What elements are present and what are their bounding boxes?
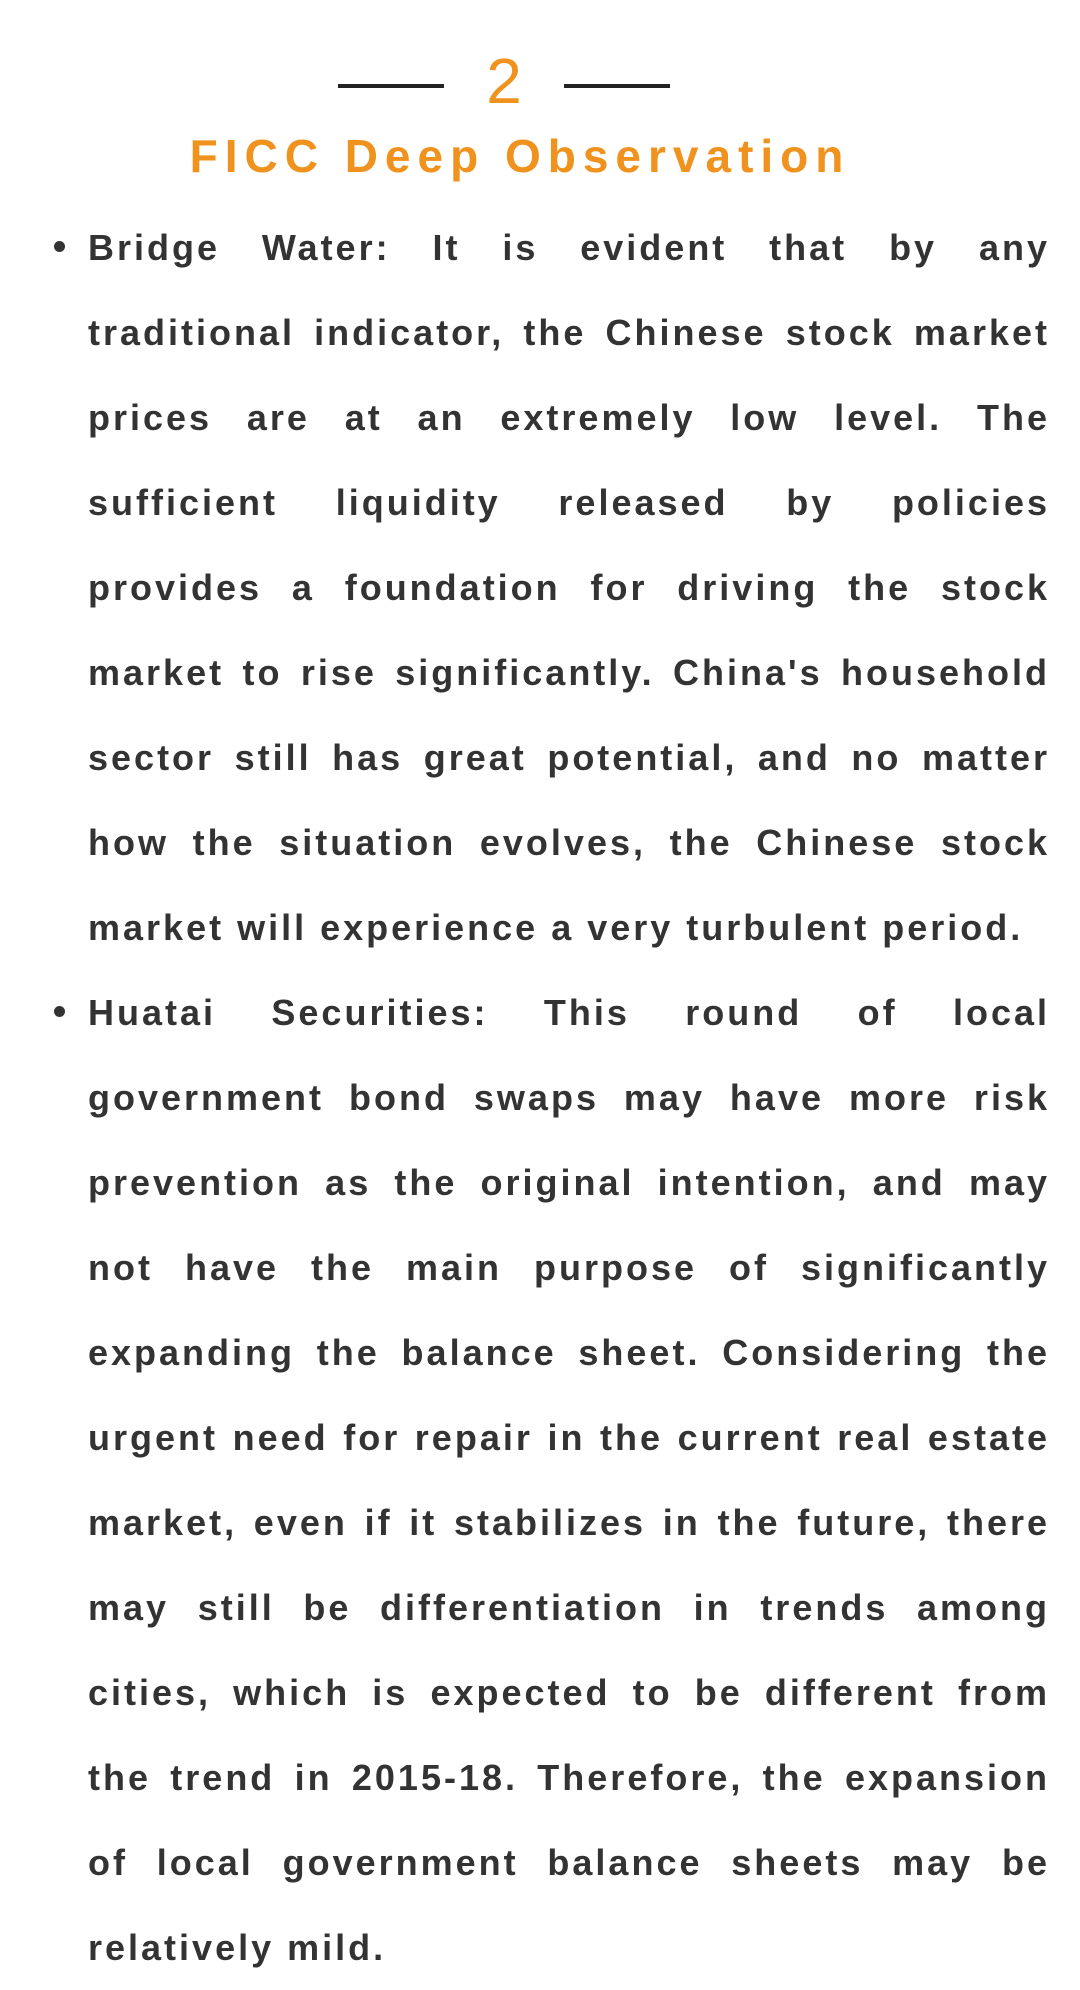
section-number: 2: [486, 45, 522, 117]
header-rule-left: [338, 84, 444, 88]
bullet-icon: [54, 1006, 65, 1017]
list-item-text: Huatai Securities: This round of local government bond swaps may have more risk prevention as the original intention, and may not have the main purpose of significantly expanding the balance sheet. Considering the urgent need for repair in the current real estate market, even if it stabilizes in the future, there may still be differentiation in trends among cities, which is expected to be different from the trend in 2015-18. Therefore, the expansion of local government balance sheets may be relatively mild.: [88, 992, 1050, 1968]
observation-list: [52, 205, 1050, 1990]
list-item-bridge-water: [52, 205, 1050, 970]
list-item-text: Bridge Water: It is evident that by any traditional indicator, the Chinese stock market prices are at an extremely low level. The sufficient liquidity released by policies provides a foundation for driving the stock market to rise significantly. China's household sector still has great potential, and no matter how the situation evolves, the Chinese stock market will experience a very turbulent period.: [88, 227, 1050, 948]
section-header: [0, 0, 1000, 190]
list-item-huatai-securities: [52, 970, 1050, 1990]
header-rule-right: [564, 84, 670, 88]
section-title: FICC Deep Observation: [189, 130, 851, 182]
bullet-icon: [54, 241, 65, 252]
